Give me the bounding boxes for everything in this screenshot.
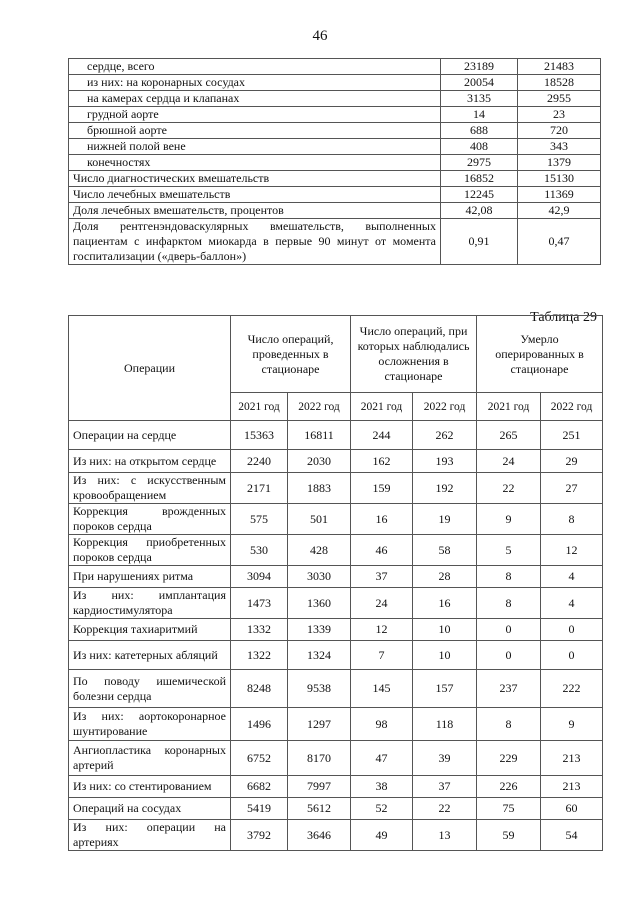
header-year: 2022 год [541, 393, 603, 421]
cell-value: 9 [477, 504, 541, 535]
row-label: из них: на коронарных сосудах [69, 75, 441, 91]
value-2021: 23189 [441, 59, 518, 75]
cell-value: 39 [413, 741, 477, 776]
cell-value: 15363 [231, 421, 288, 450]
cell-value: 58 [413, 535, 477, 566]
cell-value: 162 [351, 450, 413, 473]
cell-value: 222 [541, 670, 603, 708]
row-label: При нарушениях ритма [69, 566, 231, 588]
header-year: 2021 год [351, 393, 413, 421]
value-2022: 343 [518, 139, 601, 155]
cell-value: 428 [288, 535, 351, 566]
cell-value: 9538 [288, 670, 351, 708]
table-row [69, 139, 601, 155]
table-row [69, 588, 603, 619]
value-2022: 720 [518, 123, 601, 139]
table-caption: Таблица 29 [530, 310, 597, 325]
table-row [69, 123, 601, 139]
value-2021: 0,91 [441, 219, 518, 265]
cell-value: 37 [351, 566, 413, 588]
cell-value: 251 [541, 421, 603, 450]
cell-value: 226 [477, 776, 541, 798]
row-label: Число диагностических вмешательств [69, 171, 441, 187]
cell-value: 0 [477, 619, 541, 641]
cell-value: 22 [477, 473, 541, 504]
table-row [69, 619, 603, 641]
cell-value: 237 [477, 670, 541, 708]
table-row [69, 820, 603, 851]
row-label: Из них: со стентированием [69, 776, 231, 798]
cell-value: 9 [541, 708, 603, 741]
value-2021: 408 [441, 139, 518, 155]
cell-value: 24 [477, 450, 541, 473]
table-row [69, 535, 603, 566]
table-row [69, 504, 603, 535]
cell-value: 5419 [231, 798, 288, 820]
cell-value: 16811 [288, 421, 351, 450]
table-row [69, 203, 601, 219]
cell-value: 2030 [288, 450, 351, 473]
table-row [69, 171, 601, 187]
cell-value: 8 [477, 708, 541, 741]
row-label: грудной аорте [69, 107, 441, 123]
value-2021: 16852 [441, 171, 518, 187]
row-label: конечностях [69, 155, 441, 171]
table-row [69, 91, 601, 107]
value-2021: 688 [441, 123, 518, 139]
table-row [69, 219, 601, 265]
table-row [69, 450, 603, 473]
row-label: Число лечебных вмешательств [69, 187, 441, 203]
row-label: Из них: аортокоронарное шунтирование [69, 708, 231, 741]
cell-value: 16 [413, 588, 477, 619]
cell-value: 49 [351, 820, 413, 851]
row-label: Доля лечебных вмешательств, процентов [69, 203, 441, 219]
header-operations-count: Число операций, проведенных в стационаре [231, 316, 351, 393]
table-row [69, 776, 603, 798]
cell-value: 27 [541, 473, 603, 504]
value-2022: 1379 [518, 155, 601, 171]
cell-value: 3646 [288, 820, 351, 851]
cell-value: 59 [477, 820, 541, 851]
cell-value: 19 [413, 504, 477, 535]
table-row [69, 421, 603, 450]
table-row [69, 75, 601, 91]
row-label: Ангиопластика коронарных артерий [69, 741, 231, 776]
row-label: Коррекция приобретенных пороков сердца [69, 535, 231, 566]
cell-value: 3792 [231, 820, 288, 851]
row-label: Операции на сердце [69, 421, 231, 450]
cell-value: 16 [351, 504, 413, 535]
table-interventions [68, 58, 601, 265]
row-label: Из них: катетерных абляций [69, 641, 231, 670]
cell-value: 38 [351, 776, 413, 798]
row-label: Из них: с искусственным кровообращением [69, 473, 231, 504]
cell-value: 4 [541, 588, 603, 619]
table-row [69, 155, 601, 171]
cell-value: 8 [541, 504, 603, 535]
header-year: 2021 год [231, 393, 288, 421]
row-label: Коррекция тахиаритмий [69, 619, 231, 641]
cell-value: 29 [541, 450, 603, 473]
table-29-operations [68, 315, 603, 851]
cell-value: 54 [541, 820, 603, 851]
cell-value: 22 [413, 798, 477, 820]
cell-value: 8170 [288, 741, 351, 776]
cell-value: 60 [541, 798, 603, 820]
cell-value: 28 [413, 566, 477, 588]
row-label: брюшной аорте [69, 123, 441, 139]
cell-value: 52 [351, 798, 413, 820]
cell-value: 2240 [231, 450, 288, 473]
table-row [69, 708, 603, 741]
row-label: Доля рентгенэндоваскулярных вмешательств, выполненных пациентам с инфарктом миокарда в первые 90 минут от момента госпитализации («дверь-баллон») [69, 219, 441, 265]
cell-value: 7997 [288, 776, 351, 798]
cell-value: 157 [413, 670, 477, 708]
value-2022: 21483 [518, 59, 601, 75]
row-label: Из них: имплантация кардиостимулятора [69, 588, 231, 619]
cell-value: 159 [351, 473, 413, 504]
cell-value: 1322 [231, 641, 288, 670]
table-row [69, 566, 603, 588]
row-label: нижней полой вене [69, 139, 441, 155]
header-operations: Операции [69, 316, 231, 421]
cell-value: 193 [413, 450, 477, 473]
row-label: Из них: на открытом сердце [69, 450, 231, 473]
cell-value: 10 [413, 619, 477, 641]
cell-value: 1324 [288, 641, 351, 670]
cell-value: 118 [413, 708, 477, 741]
cell-value: 1473 [231, 588, 288, 619]
row-label: По поводу ишемической болезни сердца [69, 670, 231, 708]
cell-value: 244 [351, 421, 413, 450]
value-2022: 15130 [518, 171, 601, 187]
table-row [69, 187, 601, 203]
cell-value: 1332 [231, 619, 288, 641]
header-deaths: Умерло оперированных в стационаре [477, 316, 603, 393]
cell-value: 575 [231, 504, 288, 535]
value-2022: 11369 [518, 187, 601, 203]
cell-value: 2171 [231, 473, 288, 504]
table-row [69, 107, 601, 123]
cell-value: 4 [541, 566, 603, 588]
value-2022: 23 [518, 107, 601, 123]
cell-value: 501 [288, 504, 351, 535]
cell-value: 265 [477, 421, 541, 450]
cell-value: 530 [231, 535, 288, 566]
cell-value: 37 [413, 776, 477, 798]
cell-value: 5 [477, 535, 541, 566]
value-2021: 12245 [441, 187, 518, 203]
cell-value: 1496 [231, 708, 288, 741]
cell-value: 24 [351, 588, 413, 619]
cell-value: 5612 [288, 798, 351, 820]
value-2021: 2975 [441, 155, 518, 171]
cell-value: 213 [541, 741, 603, 776]
cell-value: 10 [413, 641, 477, 670]
table-row [69, 473, 603, 504]
value-2022: 2955 [518, 91, 601, 107]
cell-value: 1883 [288, 473, 351, 504]
cell-value: 229 [477, 741, 541, 776]
value-2021: 14 [441, 107, 518, 123]
cell-value: 1297 [288, 708, 351, 741]
value-2022: 18528 [518, 75, 601, 91]
cell-value: 7 [351, 641, 413, 670]
value-2021: 42,08 [441, 203, 518, 219]
cell-value: 145 [351, 670, 413, 708]
row-label: на камерах сердца и клапанах [69, 91, 441, 107]
cell-value: 213 [541, 776, 603, 798]
cell-value: 6752 [231, 741, 288, 776]
cell-value: 12 [351, 619, 413, 641]
page-number: 46 [312, 28, 328, 44]
cell-value: 192 [413, 473, 477, 504]
row-label: Из них: операции на артериях [69, 820, 231, 851]
cell-value: 12 [541, 535, 603, 566]
header-year: 2022 год [288, 393, 351, 421]
cell-value: 0 [541, 641, 603, 670]
cell-value: 1339 [288, 619, 351, 641]
cell-value: 46 [351, 535, 413, 566]
row-label: Операций на сосудах [69, 798, 231, 820]
cell-value: 8 [477, 566, 541, 588]
value-2022: 0,47 [518, 219, 601, 265]
cell-value: 262 [413, 421, 477, 450]
cell-value: 13 [413, 820, 477, 851]
table-row [69, 798, 603, 820]
cell-value: 8248 [231, 670, 288, 708]
table-row [69, 670, 603, 708]
table-row [69, 641, 603, 670]
row-label: сердце, всего [69, 59, 441, 75]
row-label: Коррекция врожденных пороков сердца [69, 504, 231, 535]
cell-value: 47 [351, 741, 413, 776]
header-complications: Число операций, при которых наблюдались осложнения в стационаре [351, 316, 477, 393]
cell-value: 0 [477, 641, 541, 670]
cell-value: 1360 [288, 588, 351, 619]
header-year: 2022 год [413, 393, 477, 421]
table-row [69, 59, 601, 75]
value-2022: 42,9 [518, 203, 601, 219]
cell-value: 6682 [231, 776, 288, 798]
cell-value: 0 [541, 619, 603, 641]
cell-value: 75 [477, 798, 541, 820]
cell-value: 8 [477, 588, 541, 619]
header-year: 2021 год [477, 393, 541, 421]
cell-value: 3030 [288, 566, 351, 588]
value-2021: 3135 [441, 91, 518, 107]
table-row [69, 741, 603, 776]
cell-value: 3094 [231, 566, 288, 588]
cell-value: 98 [351, 708, 413, 741]
value-2021: 20054 [441, 75, 518, 91]
